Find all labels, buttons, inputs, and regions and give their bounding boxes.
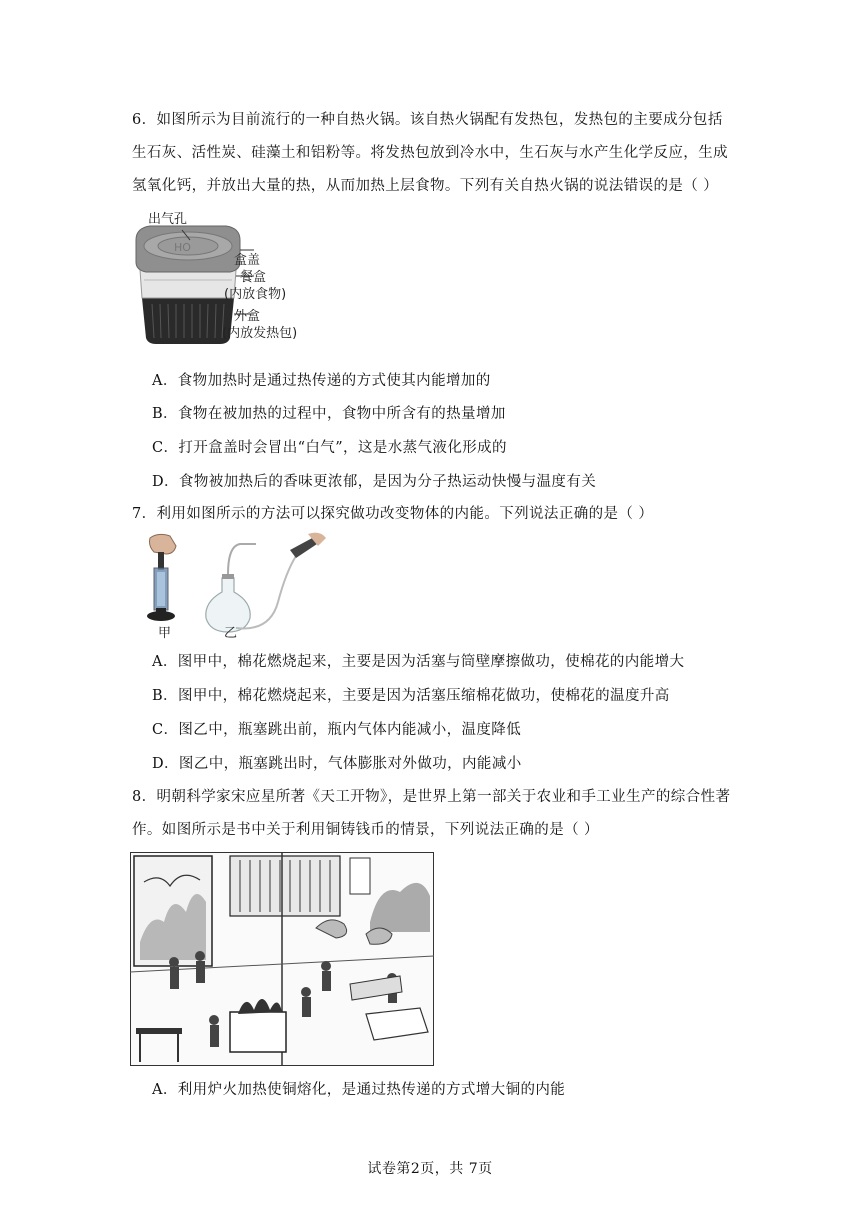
q7-option-d[interactable]: D．图乙中，瓶塞跳出时，气体膨胀对外做功，内能减小 <box>152 756 522 772</box>
lid-label: 盒盖 <box>234 253 261 268</box>
q7-option-a[interactable]: A．图甲中，棉花燃烧起来，主要是因为活塞与筒壁摩擦做功，使棉花的内能增大 <box>152 654 685 670</box>
woodcut-illustration <box>130 852 434 1066</box>
self-heating-hotpot-figure <box>130 210 310 350</box>
question-8-text: 8．明朝科学家宋应星所著《天工开物》，是世界上第一部关于农业和手工业生产的综合性著作。如图所示是书中关于利用铜铸钱币的情景，下列说法正确的是（ ） <box>132 789 731 838</box>
q6-option-d[interactable]: D．食物被加热后的香味更浓郁，是因为分子热运动快慢与温度有关 <box>152 474 597 490</box>
question-6-text: 6．如图所示为目前流行的一种自热火锅。该自热火锅配有发热包，发热包的主要成分包括生石灰、活性炭、硅藻土和铝粉等。将发热包放到冷水中，生石灰与水产生化学反应，生成氢氧化钙，并放出大量的热，从而加热上层食物。下列有关自热火锅的说法错误的是（ ） <box>132 112 728 194</box>
tray-note-label: (内放食物) <box>224 287 287 302</box>
question-7-text: 7．利用如图所示的方法可以探究做功改变物体的内能。下列说法正确的是（ ） <box>132 506 654 522</box>
outer-box-label: 外盒 <box>234 309 261 324</box>
page-footer: 试卷第2页，共 7页 <box>367 1161 493 1177</box>
tiangong-kaiwu-coin-casting-figure <box>130 852 434 1066</box>
vent-label: 出气孔 <box>148 212 188 227</box>
q6-option-b[interactable]: B．食物在被加热的过程中，食物中所含有的热量增加 <box>152 406 506 422</box>
q7-option-c[interactable]: C．图乙中，瓶塞跳出前，瓶内气体内能减小，温度降低 <box>152 722 522 738</box>
figure-b-label: 乙 <box>224 626 238 641</box>
outer-box-note-label: (内放发热包) <box>222 326 298 341</box>
q6-option-c[interactable]: C．打开盒盖时会冒出“白气”，这是水蒸气液化形成的 <box>152 440 507 456</box>
q8-option-a[interactable]: A．利用炉火加热使铜熔化，是通过热传递的方式增大铜的内能 <box>152 1082 566 1098</box>
q6-option-a[interactable]: A．食物加热时是通过热传递的方式使其内能增加的 <box>152 373 491 389</box>
q7-option-b[interactable]: B．图甲中，棉花燃烧起来，主要是因为活塞压缩棉花做功，使棉花的温度升高 <box>152 688 670 704</box>
tray-label: 餐盒 <box>240 270 267 285</box>
work-internal-energy-figure <box>140 532 330 644</box>
figure-a-label: 甲 <box>158 626 172 641</box>
svg-text:HO: HO <box>174 241 191 254</box>
